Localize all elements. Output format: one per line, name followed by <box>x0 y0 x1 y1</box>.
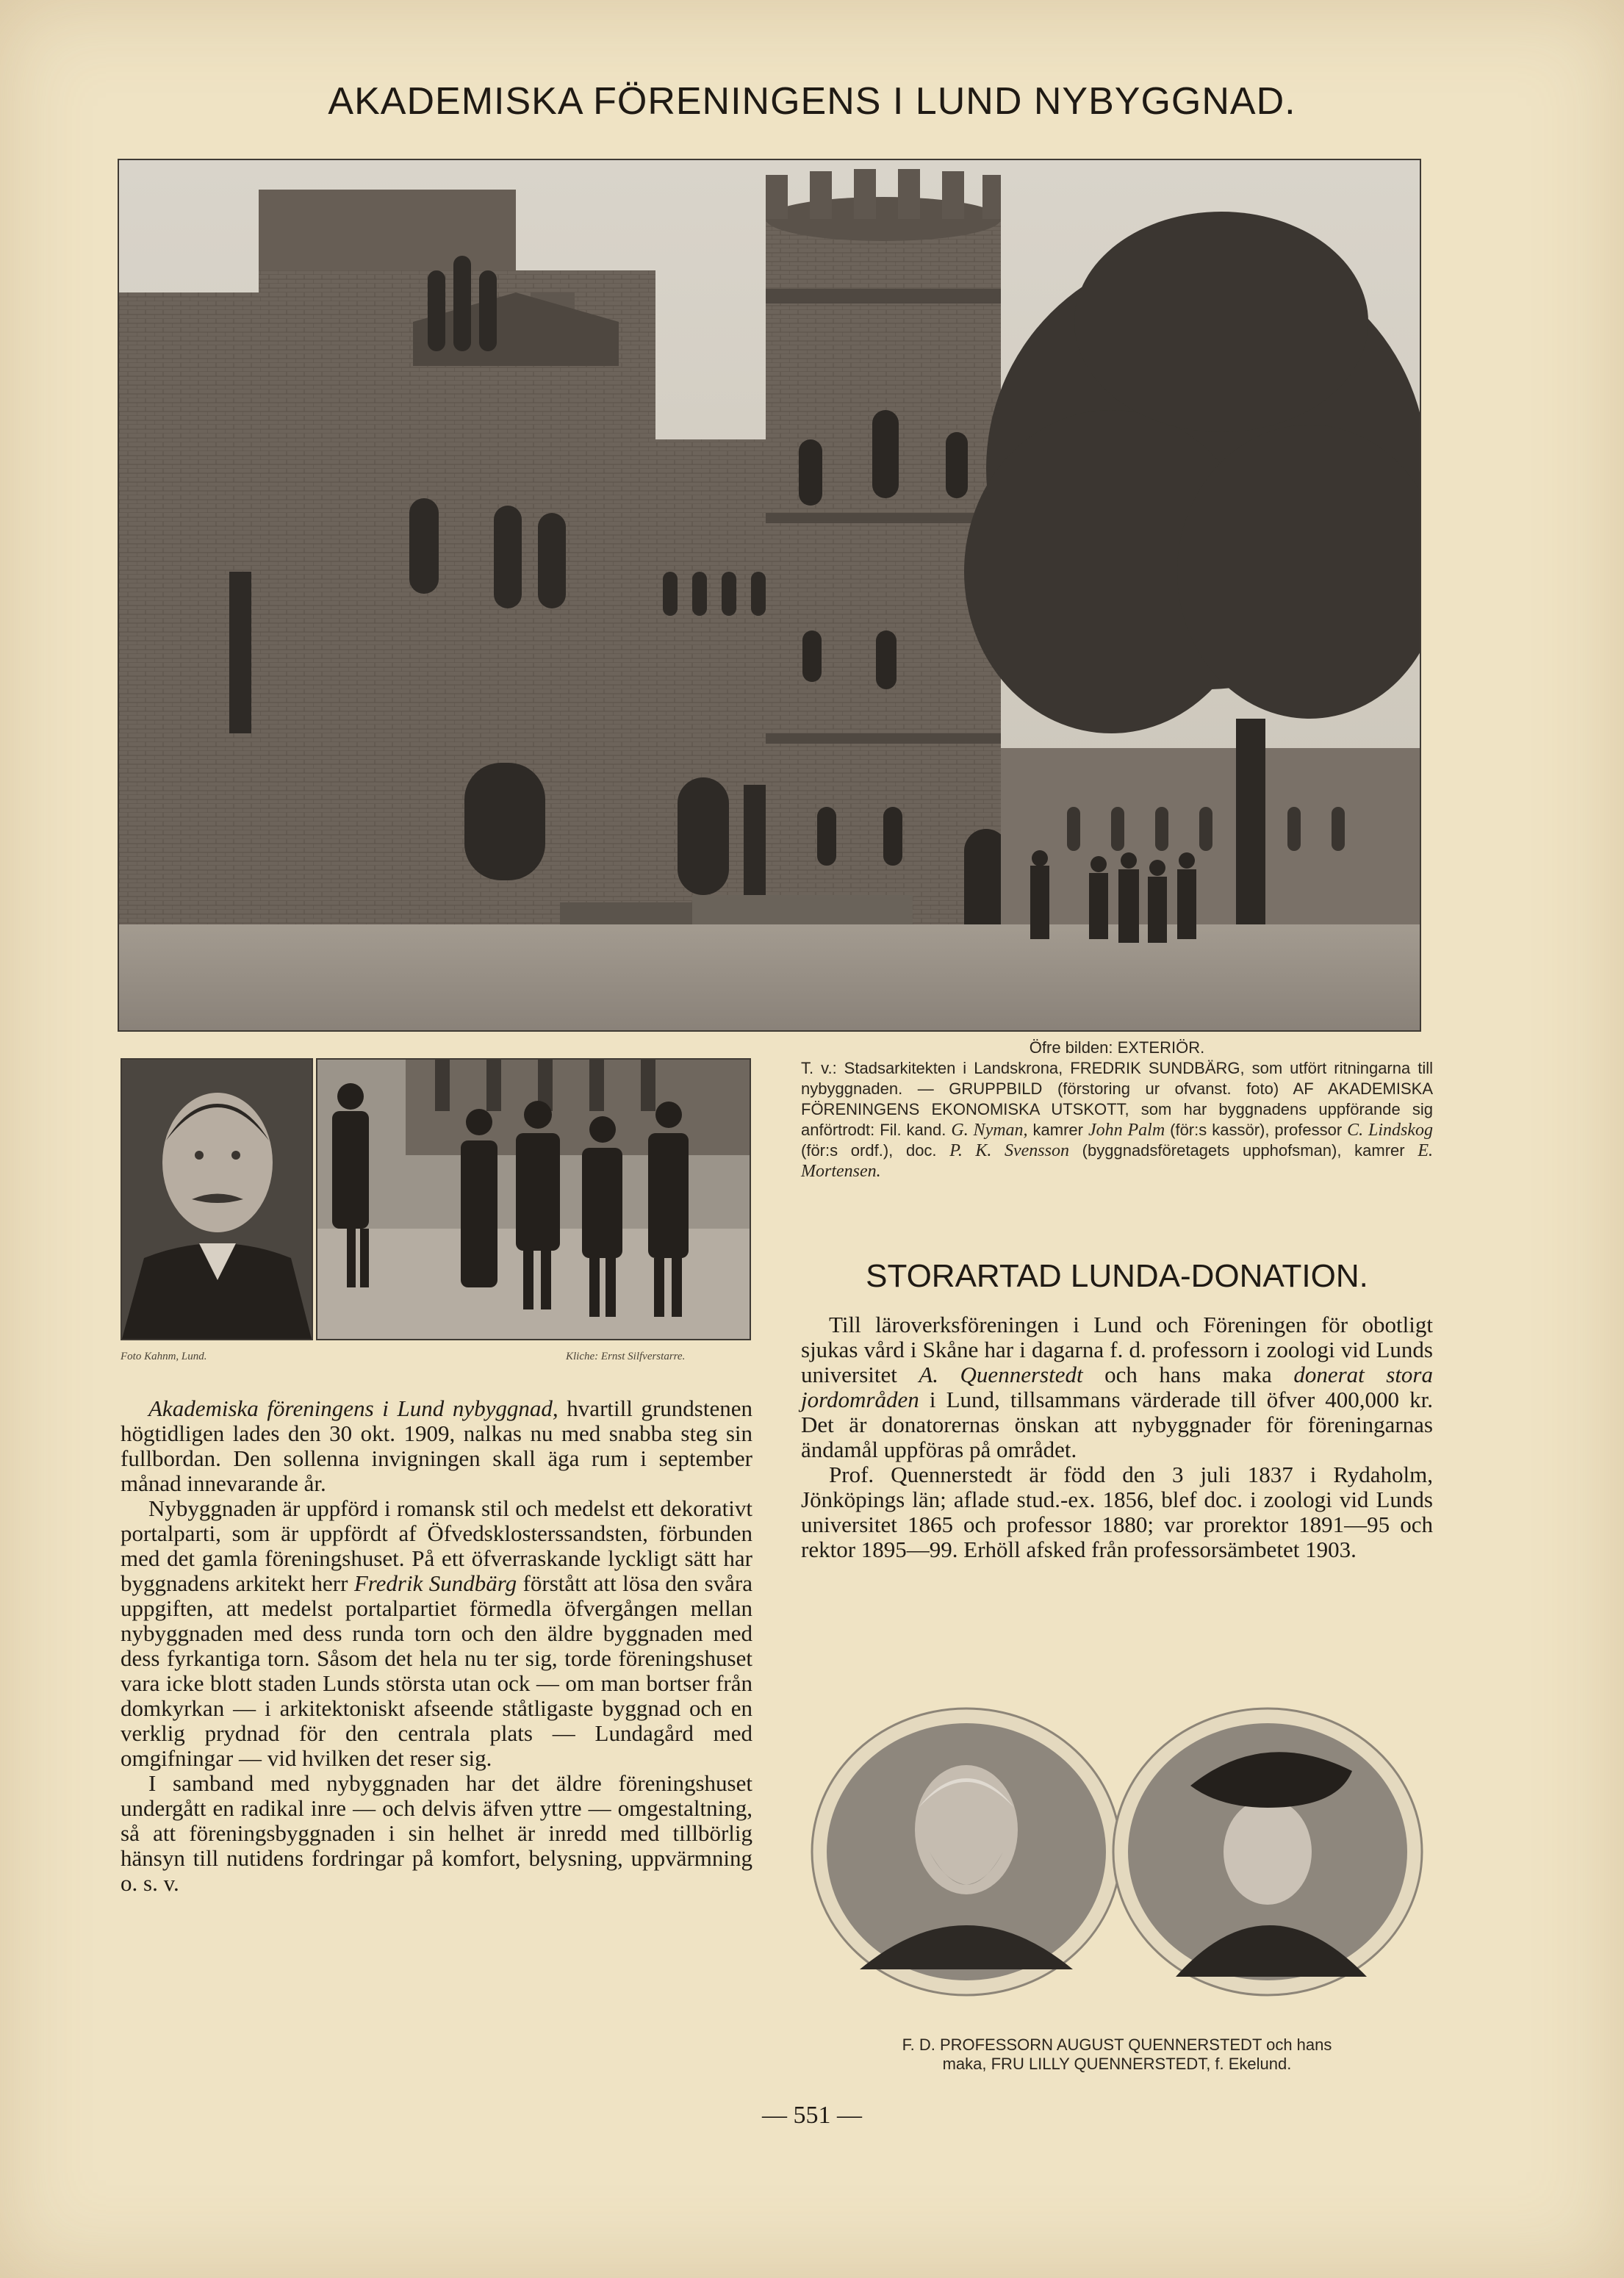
portraits-caption-line-1: F. D. PROFESSORN AUGUST QUENNERSTEDT och hans <box>902 2036 1332 2054</box>
committee-group-photo-illustration <box>317 1060 750 1339</box>
caption-name-palm: John Palm <box>1088 1121 1165 1140</box>
caption-text-3: (för:s kassör), professor <box>1165 1121 1348 1139</box>
portraits-illustration <box>808 1705 1426 1999</box>
article-architect-name: Fredrik Sundbärg <box>353 1570 517 1596</box>
donation-p1-a: Till läroverksföreningen i Lund och Föreningen för obotligt sjukas vård i Skåne har i dagarna f. d. professorn i zoologi vid Lunds universitet <box>801 1312 1433 1387</box>
page-number: — 551 — <box>762 2102 862 2129</box>
donation-name-quennerstedt: A. Quennerstedt <box>919 1362 1083 1387</box>
caption-name-nyman: G. Nyman, <box>951 1121 1028 1140</box>
donation-donerat: donerat stora jordområden <box>801 1362 1433 1412</box>
caption-name-svensson: P. K. Svensson <box>949 1141 1069 1160</box>
photo-credit-left: Foto Kahnm, Lund. <box>121 1351 207 1362</box>
photo-credit-right: Kliche: Ernst Silfverstarre. <box>566 1351 686 1362</box>
photo-caption <box>801 1038 1433 1182</box>
caption-text-5: (byggnadsföretagets upphofsman), kamrer <box>1068 1141 1418 1160</box>
article-paragraph-2 <box>121 1496 752 1771</box>
article-lead-italic: Akademiska föreningens i Lund nybyggnad, <box>148 1395 558 1421</box>
architect-portrait <box>121 1058 313 1340</box>
article-p2-text-a: Nybyggnaden är uppförd i romansk stil och medelst ett dekorativt portalparti, som är uppfördt af Öfvedsklosterssandsten, förbunden med det gamla föreningshuset. På ett öfverraskande lyckligt sätt har byggnadens arkitekt herr <box>121 1495 752 1596</box>
caption-tv-text: T. v.: Stadsarkitekten i Landskrona, FREDRIK SUNDBÄRG, som utfört ritningarna till nybyggnaden. — GRUPPBILD (förstoring ur ofvanst. foto) AF AKADEMISKA FÖRENINGENS EKONOMISKA UTSKOTT, som har byggnadens uppförande sig anförtrodt: Fil. kand. <box>801 1059 1433 1139</box>
portraits-caption <box>801 2036 1433 2074</box>
caption-name-mortensen: E. Mortensen. <box>801 1141 1433 1181</box>
donation-p1-b: och hans maka <box>1082 1362 1294 1387</box>
building-photo <box>118 159 1421 1032</box>
portraits-caption-line-2: maka, FRU LILLY QUENNERSTEDT, f. Ekelund. <box>942 2055 1292 2073</box>
article-p1-text: hvartill grundstenen högtidligen lades den 30 okt. 1909, nalkas nu med snabba steg sin fullbordan. Den sollenna invigningen skall äga rum i september månad innevarande år. <box>121 1395 752 1496</box>
page-title: AKADEMISKA FÖRENINGENS I LUND NYBYGGNAD. <box>328 80 1296 123</box>
article-paragraph-3: I samband med nybyggnaden har det äldre föreningshuset undergått en radikal inre — och delvis äfven yttre — omgestaltning, så att föreningsbyggnaden i sin helhet är inredd med tillbörlig hänsyn till nutidens fordringar på komfort, belysning, uppvärmning o. s. v. <box>121 1770 752 1896</box>
donation-p1-c: i Lund, tillsammans värderade till öfver 400,000 kr. Det är donatorernas önskan att nybyggnader för föreningarnas ändamål uppföras på området. <box>801 1387 1433 1462</box>
donation-heading: STORARTAD LUNDA-DONATION. <box>866 1258 1368 1294</box>
article-p2-text-b: förstått att lösa den svåra uppgiften, att medelst portalpartiet förmedla öfvergången mellan nybyggnaden med dess runda torn och den äldre byggnaden med dess fyrkantiga torn. Såsom det hela nu ter sig, torde föreningshuset vara icke blott staden Lunds största utan ock — om man bortser från domkyrkan — i arkitektoniskt afseende ståtligaste byggnad och en verklig prydnad för den centrala plats — Lundagård med omgifningar — vid hvilken det reser sig. <box>121 1570 752 1771</box>
caption-text-2: kamrer <box>1027 1121 1088 1139</box>
article-paragraph-1 <box>121 1396 752 1496</box>
donation-paragraph-2: Prof. Quennerstedt är född den 3 juli 1837 i Rydaholm, Jönköpings län; aflade stud.-ex. 1856, blef doc. i zoologi vid Lunds universitet 1865 och professor 1880; var prorektor 1891—95 och rektor 1895—99. Erhöll afsked från professorsämbetet 1903. <box>801 1462 1433 1562</box>
article-nybyggnad <box>121 1396 752 1896</box>
caption-text-4: (för:s ordf.), doc. <box>801 1141 950 1160</box>
caption-name-lindskog: C. Lindskog <box>1347 1121 1434 1140</box>
quennerstedt-portraits <box>808 1705 1426 1999</box>
building-photo-illustration <box>119 160 1420 1030</box>
article-donation <box>801 1312 1433 1562</box>
committee-group-photo <box>316 1058 751 1340</box>
architect-portrait-illustration <box>122 1060 312 1339</box>
donation-paragraph-1 <box>801 1312 1433 1462</box>
caption-exterior: Öfre bilden: EXTERIÖR. <box>1029 1038 1205 1057</box>
